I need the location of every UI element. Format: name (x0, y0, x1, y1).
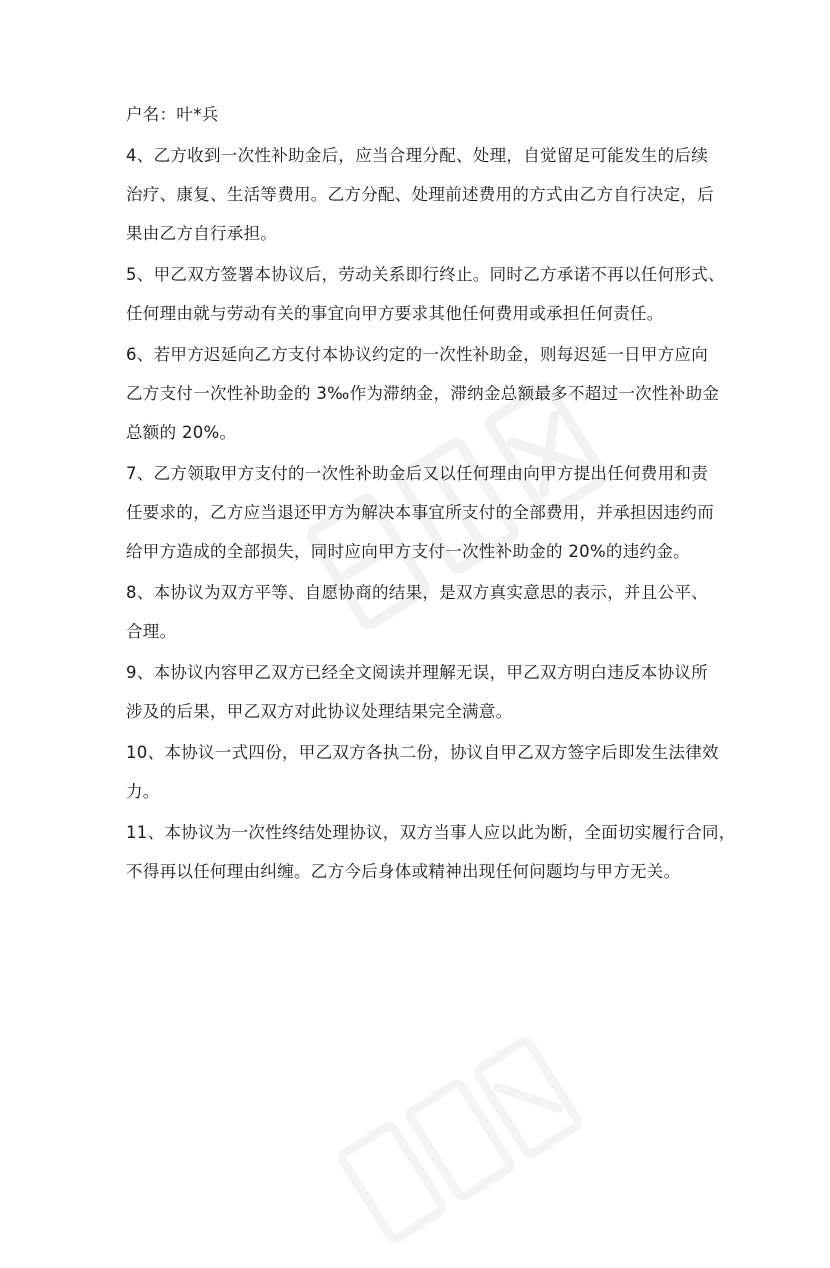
clause-line: 果由乙方自行承担。 (126, 224, 278, 243)
clause-6 (126, 344, 720, 444)
clause-line: 总额的 20%。 (126, 423, 237, 442)
clause-line: 任何理由就与劳动有关的事宜向甲方要求其他任何费用或承担任何责任。 (126, 304, 664, 323)
document-body (126, 104, 736, 883)
clause-5 (126, 264, 725, 325)
clause-8 (126, 582, 720, 643)
clause-line: 任要求的，乙方应当退还甲方为解决本事宜所支付的全部费用，并承担因违约而 (126, 503, 714, 522)
clause-line: 给甲方造成的全部损失，同时应向甲方支付一次性补助金的 20%的违约金。 (126, 542, 690, 561)
account-name: 户名：叶*兵 (126, 105, 219, 124)
clause-line: 11、本协议为一次性终结处理协议，双方当事人应以此为断，全面切实履行合同， (126, 823, 736, 842)
clause-line: 力。 (126, 782, 160, 801)
watermark-logo-bottom (313, 1012, 608, 1268)
clause-line: 不得再以任何理由纠缠。乙方今后身体或精神出现任何问题均与甲方无关。 (126, 862, 681, 881)
clause-line: 乙方支付一次性补助金的 3‰作为滞纳金，滞纳金总额最多不超过一次性补助金 (126, 384, 720, 403)
clause-line: 7、乙方领取甲方支付的一次性补助金后又以任何理由向甲方提出任何费用和责 (126, 464, 708, 483)
clause-11 (126, 822, 736, 883)
clause-line: 10、本协议一式四份，甲乙双方各执二份，协议自甲乙双方签字后即发生法律效 (126, 743, 719, 762)
clause-line: 8、本协议为双方平等、自愿协商的结果，是双方真实意思的表示，并且公平、 (126, 583, 708, 602)
clause-line: 5、甲乙双方签署本协议后，劳动关系即行终止。同时乙方承诺不再以任何形式、 (126, 265, 725, 284)
clause-line: 4、乙方收到一次性补助金后，应当合理分配、处理，自觉留足可能发生的后续 (126, 146, 708, 165)
clause-line: 治疗、康复、生活等费用。乙方分配、处理前述费用的方式由乙方自行决定，后 (126, 185, 714, 204)
clause-line: 6、若甲方迟延向乙方支付本协议约定的一次性补助金，则每迟延一日甲方应向 (126, 345, 708, 364)
clause-9 (126, 662, 720, 723)
clause-7 (126, 463, 720, 563)
clause-line: 9、本协议内容甲乙双方已经全文阅读并理解无误，甲乙双方明白违反本协议所 (126, 663, 708, 682)
clause-line: 合理。 (126, 622, 177, 641)
clause-10 (126, 742, 720, 803)
clause-4 (126, 145, 720, 245)
clause-line: 涉及的后果，甲乙双方对此协议处理结果完全满意。 (126, 702, 513, 721)
